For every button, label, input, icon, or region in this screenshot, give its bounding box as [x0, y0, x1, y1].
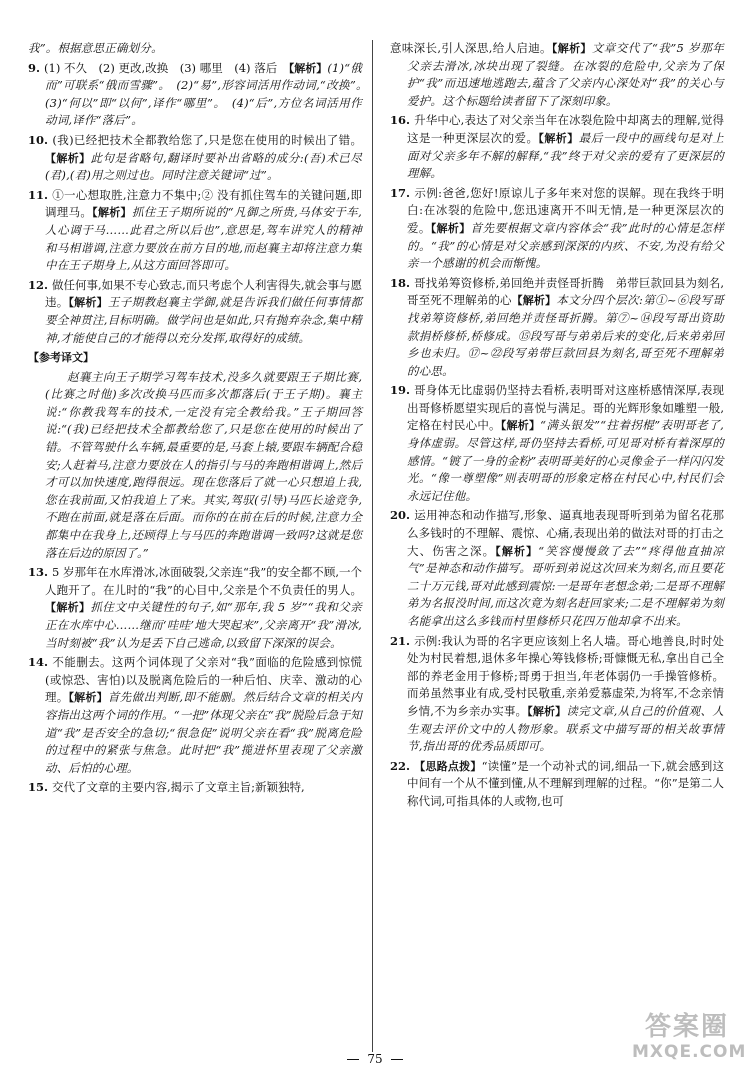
- answer-item: [390, 112, 724, 182]
- reference-translation: 赵襄主向王子期学习驾车技术,没多久就要跟王子期比赛,(比赛之时他)多次改换马匹而多次都落后(于王子期)。襄主说:“你教我驾车的技术,一定没有完全教给我。”王子期回答说:“(我)已经把技术全都教给您了,只是您在使用的时候出了错。不管驾驶什么车辆,最重要的是,马套上辕,要跟车辆配合稳安;人赶着马,注意力要放在人的指引与马的奔跑相谐调上,然后才可以加快速度,跑得很远。现在您落后了就一心只想追上我,您在我前面,又怕我追上了来。其实,驾驭(引导)马匹长途竞争,不跑在前面,就是落在后面。而你的在前在后的时候,注意力全都集中在我身上,还顾得上与马匹的奔跑谐调一致吗?这就是您落在后边的原因了。”: [45, 369, 362, 560]
- answer-number: 21.: [390, 633, 415, 648]
- analysis-text: 本文分四个层次:第①~⑥段写哥找弟筹资修桥,弟回绝并责怪哥折腾。第⑦~⑭段写哥出资助款捐桥修桥,桥修成。⑮段写哥与弟弟后来的变化,后来弟弟回乡也未归。⑰~㉒段写弟带巨款回县为刻名,哥至死不理解弟的心思。: [407, 293, 725, 378]
- analysis-text: 此句是省略句,翻译时要补出省略的成分:(吾)术已尽(君),(君)用之则过也。同时注意关键词“过”。: [45, 150, 362, 183]
- analysis-text: 王子期教赵襄主学御,就是告诉我们做任何事情都要全神贯注,目标明确。做学问也是如此,只有抛弃杂念,集中精神,才能使自己的才能得以充分发挥,取得好的成绩。: [45, 295, 363, 345]
- page-number-dash-right: [391, 1059, 403, 1060]
- page-number-dash-left: [347, 1059, 359, 1060]
- answer-text: 5 岁那年在水库滑冰,冰面破裂,父亲连“我”的安全都不顾,一个人跑开了。在儿时的“我”的心目中,父亲是个不负责任的男人。: [45, 565, 362, 597]
- answer-text: 不能删去。这两个词体现了父亲对“我”面临的危险感到惊慌(或惊恐、害怕)以及脱离危险后的一种后怕、庆幸、激动的心理。: [45, 655, 362, 705]
- analysis-tag: 【解析】: [500, 419, 541, 433]
- analysis-tag: 【解析】: [92, 206, 132, 220]
- right-column: [390, 40, 724, 1050]
- answer-item: [390, 382, 724, 505]
- analysis-tag: 【解析】: [527, 704, 567, 718]
- answer-item: [390, 633, 724, 756]
- answer-item: [28, 779, 362, 797]
- answer-item: [28, 564, 362, 652]
- analysis-tag: 【解析】: [538, 131, 579, 145]
- answer-item: [28, 187, 362, 275]
- answer-item: [390, 275, 724, 381]
- answer-item: [390, 507, 724, 630]
- answer-number: 16.: [390, 113, 415, 128]
- answer-number: 9.: [28, 60, 45, 75]
- analysis-tag: 【思路点拨】: [414, 759, 482, 773]
- answer-text: 意味深长,引人深思,给人启迪。: [390, 41, 552, 55]
- analysis-tag: 【解析】: [495, 544, 539, 558]
- column-divider: [372, 40, 373, 1052]
- analysis-tag: 【解析】: [288, 61, 328, 75]
- answer-number: 15.: [28, 780, 53, 795]
- analysis-tag: 【解析】: [511, 294, 557, 308]
- analysis-tag: 【解析】: [68, 691, 108, 705]
- answer-number: 14.: [28, 655, 53, 670]
- watermark-logo: [632, 1012, 747, 1074]
- analysis-tag: 【解析】: [45, 151, 91, 165]
- answer-text: 哥身体无比虚弱仍坚持去看桥,表明哥对这座桥感情深厚,表现出哥修桥愿望实现后的喜悦与满足。哥的光辉形象如雕塑一般,定格在村民心中。: [407, 383, 725, 433]
- analysis-tag: 【解析】: [45, 601, 91, 615]
- answer-text: ①一心想取胜,注意力不集中;② 没有抓住驾车的关键问题,即调理马。: [45, 187, 362, 220]
- analysis-text: 首先要根据文章内容体会“我”此时的心情是怎样的。“我”的心情是对父亲感到深深的内疚、不安,为没有给父亲一个感谢的机会而惭愧。: [407, 220, 725, 271]
- answer-number: 12.: [28, 277, 53, 292]
- answer-number: 11.: [28, 187, 53, 202]
- answer-continuation: [28, 40, 362, 58]
- page-number-text: 75: [367, 1052, 383, 1066]
- answer-text: “读懂”是一个动补式的词,细品一下,就会感到这中间有一个从不懂到懂,从不理解到理解的过程。“你”是第二人称代词,可指具体的人或物,也可: [407, 758, 724, 808]
- analysis-text: (1)“俄而”可联系“俄而雪骤”。 (2)“易”,形容词活用作动词,“改换”。 (3)“何以”即“以何”,译作“哪里”。 (4)“后”,方位名词活用作动词,译作“落后”。: [45, 60, 374, 128]
- answer-item: [28, 654, 362, 777]
- answer-number: 20.: [390, 508, 415, 523]
- answer-text: 交代了文章的主要内容,揭示了文章主旨;新颖独特,: [52, 780, 305, 795]
- analysis-tag: 【解析】: [430, 221, 471, 235]
- answer-item: [390, 185, 724, 273]
- answer-number: 13.: [28, 565, 53, 580]
- answer-text: 运用神态和动作描写,形象、逼真地表现哥听到弟为留名花那么多钱时的不理解、震惊、心痛,表现出弟的做法对哥的打击之大、伤害之深。: [407, 508, 725, 558]
- analysis-text: “满头银发”“拄着拐棍”表明哥老了,身体虚弱。尽管这样,哥仍坚持去看桥,可见哥对桥有着深厚的感情。“镀了一身的金粉”表明哥美好的心灵像金子一样闪闪发光。“像一尊塑像”则表明哥的形象定格在村民心中,村民们会永远记住他。: [407, 418, 724, 503]
- answer-number: 17.: [390, 185, 415, 200]
- analysis-text: 最后一段中的画线句是对上面对父亲多年不解的解释,“我”终于对父亲的爱有了更深层的理解。: [407, 130, 725, 181]
- answer-text: (1) 不久 (2) 更改,改换 (3) 哪里 (4) 落后: [44, 60, 289, 75]
- answer-text: 升华中心,表达了对父亲当年在冰裂危险中却离去的理解,觉得这是一种更深层次的爱。: [407, 113, 725, 145]
- answer-item: [28, 60, 374, 130]
- section-heading: 【参考译文】: [28, 351, 94, 365]
- analysis-text: “笑容慢慢敛了去”“疼得他直抽凉气”是神态和动作描写。哥听到弟说这次回来为刻名,而且要花二十万元钱,哥对此感到震惊:一是哥年老想念弟;二是哥不理解弟为名报没时间,而这次竟为刻名赶回家来;二是不理解弟为刻名能拿出这么多钱而村里修桥只花四万他却拿不出来。: [407, 543, 725, 628]
- answer-text: 示例:爸爸,您好!原谅儿子多年来对您的误解。现在我终于明白:在冰裂的危险中,您迅速离开不叫无情,是一种更深层次的爱。: [407, 185, 724, 235]
- answer-text: 哥找弟筹资修桥,弟回绝并责怪哥折腾 弟带巨款回县为刻名,哥至死不理解弟的心: [407, 275, 725, 308]
- answer-item: [28, 277, 362, 347]
- answer-item: [28, 132, 362, 185]
- analysis-text: 抓住文中关键性的句子,如“那年,我 5 岁”“我和父亲正在水库中心……继而‘哇哇’地大哭起来”,父亲离开“我”滑冰,当时刻被“我”认为是丢下自己逃命,以致留下深深的误会。: [45, 600, 362, 650]
- answer-text: 做任何事,如果不专心致志,而只考虑个人利害得失,就会事与愿违。: [45, 277, 362, 310]
- left-column: [28, 40, 374, 1050]
- analysis-tag: 【解析】: [68, 296, 108, 310]
- analysis-text: 抓住王子期所说的“凡御之所贵,马体安于车,人心调于马……此君之所以后也”,意思是,驾车讲究人的精神和马相谐调,注意力要放在前方目的地,而赵襄主却将注意力集中在王子期身上,从这方面回答即可。: [45, 205, 363, 273]
- answer-item: [390, 758, 724, 811]
- answer-text: (我)已经把技术全都教给您了,只是您在使用的时候出了错。: [52, 132, 362, 147]
- answer-text: 示例:我认为哥的名字更应该刻上名人墙。哥心地善良,时时处处为村民着想,退休多年操心筹钱修桥;哥慷慨无私,拿出自己全部的养老金用于修桥;哥勇于担当,年老体弱仍一手操管修桥。而弟虽然事业有成,受村民敬重,亲弟爱慕虚荣,为将军,不念亲情乡情,不为乡亲办实事。: [407, 633, 724, 718]
- answer-number: 22.: [390, 758, 415, 773]
- answer-number: 10.: [28, 132, 53, 147]
- analysis-text: 首先做出判断,即不能删。然后结合文章的相关内容指出这两个词的作用。“一把”体现父亲在“我”脱险后急于知道“我”是否安全的急切;“很急促”说明父亲在看“我”脱离危险的过程中的紧张与焦急。此时把“我”揽进怀里表现了父亲激动、后怕的心理。: [45, 690, 363, 775]
- analysis-text: 读完文章,从自己的价值观、人生观去评价文中的人物形象。联系文中描写哥的相关故事情节,指出哥的优秀品质即可。: [407, 703, 725, 754]
- analysis-text: 我”。根据意思正确划分。: [28, 41, 163, 55]
- watermark-bottom: MXQE.COM: [632, 1042, 747, 1062]
- analysis-tag: 【解析】: [551, 42, 592, 55]
- watermark-top: 答案圈: [644, 1012, 729, 1042]
- analysis-text: 文章交代了“我”5 岁那年父亲去滑冰,冰块出现了裂缝。在冰裂的危险中,父亲为了保护“我”而迅速地逃跑去,蕴含了父亲内心深处对“我”的关心与爱护。这个标题给读者留下了深刻印象。: [407, 41, 724, 108]
- answer-number: 18.: [390, 275, 415, 290]
- answer-number: 19.: [390, 383, 415, 398]
- answer-continuation: [390, 40, 724, 110]
